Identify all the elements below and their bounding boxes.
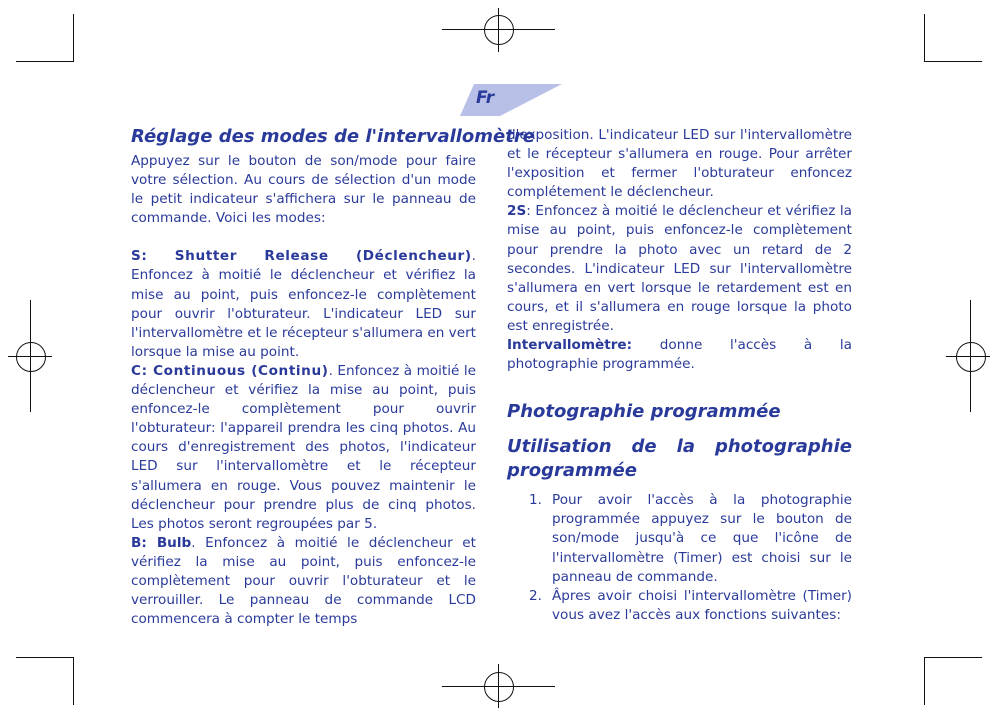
registration-circle-icon [484,15,514,45]
crop-mark [73,14,74,62]
step-number: 2. [529,587,542,604]
left-column [131,152,476,629]
intro-paragraph: Appuyez sur le bouton de son/mode pour faire votre sélection. Au cours de sélection d'un mode le petit indicateur s'affichera sur le panneau de commande. Voici les modes: [131,153,476,227]
crop-mark [924,14,925,62]
mode-interval [507,336,852,374]
page-heading: Réglage des modes de l'intervallomètre [131,126,535,147]
mode-description: donne l'accès à la photographie programmée. [507,337,852,373]
mode-description: . Enfoncez à moitié le déclencheur et vérifiez la mise au point, puis enfoncez-le complètement pour ouvrir l'obturateur. L'indicateur LED sur l'intervallomètre et le récepteur s'allumera en vert lorsque la mise au point. [131,248,476,360]
mode-description: . Enfoncez à moitié le déclencheur et vérifiez la mise au point, puis enfoncez-le complètement pour ouvrir l'obturateur et le verrouiller. Le panneau de commande LCD commencera à compter le temps [131,534,476,628]
subsection-title: Utilisation de la photographie programmée [507,436,852,482]
steps-list [507,491,852,625]
step-text: Âpres avoir choisi l'intervallomètre (Timer) vous avez l'accès aux fonctions suivantes: [552,587,852,623]
registration-circle-icon [16,342,46,372]
list-item [507,587,852,625]
mode-2s [507,202,852,336]
list-item [507,491,852,586]
mode-bulb [131,534,476,629]
mode-shutter-release [131,247,476,362]
crop-mark [16,61,74,62]
mode-term: C: Continuous (Continu) [131,362,329,379]
bulb-continued: d'exposition. L'indicateur LED sur l'intervallomètre et le récepteur s'allumera en rouge. Pour arrêter l'exposition et fermer l'obturateur enfoncez complétement le déclencheur. [507,127,852,201]
mode-description: . Enfoncez à moitié le déclencheur et vérifiez la mise au point, puis enfoncez-le complètement pour ouvrir l'obturateur: l'appareil prendra les cinq photos. Au cours d'enregistrement des photos, l'indicateur LED sur l'intervallomètre et le récepteur s'allumera en rouge. Vous pouvez maintenir le déclencheur pour prendre plus de cinq photos. Les photos seront regroupées par 5. [131,362,476,532]
crop-mark [73,657,74,705]
crop-mark [924,61,982,62]
crop-mark [924,657,925,705]
right-column [507,126,852,625]
crop-mark [924,657,982,658]
step-number: 1. [529,492,542,509]
mode-term: Intervallomètre: [507,337,633,354]
mode-term: 2S [507,203,527,220]
mode-description: : Enfoncez à moitié le déclencheur et vérifiez la mise au point, puis enfoncez-le complètement pour prendre la photo avec un retard de 2 secondes. L'indicateur LED sur l'intervallomètre s'allumera en vert lorsque le retardement est en cours, et il s'allumera en rouge lorsque la photo est enregistrée. [507,203,852,334]
registration-circle-icon [484,672,514,702]
section-title: Photographie programmée [507,401,781,423]
crop-mark [16,657,74,658]
language-tab-label: Fr [476,88,495,108]
mode-term: S: Shutter Release (Déclencheur) [131,248,472,265]
mode-term: B: Bulb [131,534,192,551]
registration-circle-icon [956,342,986,372]
step-text: Pour avoir l'accès à la photographie programmée appuyez sur le bouton de son/mode jusqu'à ce que l'icône de l'intervallomètre (Timer) est choisi sur le panneau de commande. [552,492,852,585]
mode-continuous [131,362,476,534]
